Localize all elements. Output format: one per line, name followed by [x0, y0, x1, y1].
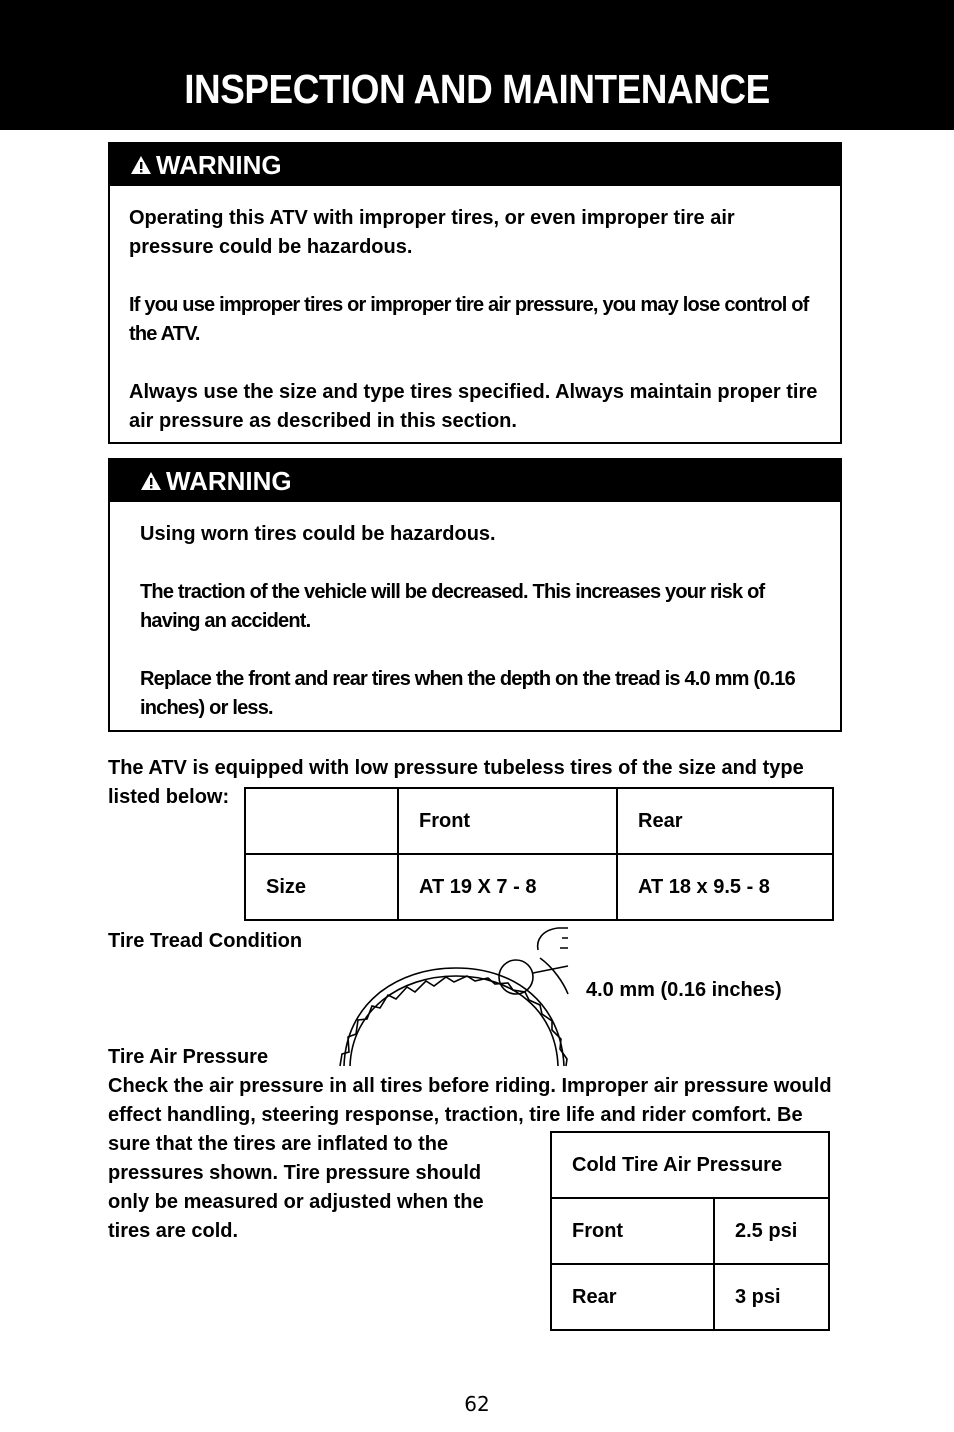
tread-depth-label: 4.0 mm (0.16 inches) [586, 979, 782, 1001]
tire-intro-text: The ATV is equipped with low pressure tubeless tires of the size and type listed below: [108, 757, 804, 808]
table-header-row [245, 788, 833, 854]
warning-paragraph: Replace the front and rear tires when the depth on the tread is 4.0 mm (0.16 inches) or less. [140, 668, 795, 719]
warning-body [110, 502, 840, 723]
table-cell: AT 18 x 9.5 - 8 [617, 854, 833, 920]
warning-header [110, 144, 840, 186]
warning-label: WARNING [156, 150, 282, 180]
warning-paragraph: The traction of the vehicle will be decreased. This increases your risk of having an accident. [140, 581, 765, 632]
table-row [551, 1198, 829, 1264]
pressure-text-narrow: sure that the tires are inflated to the pressures shown. Tire pressure should only be measured or adjusted when the tires are cold. [108, 1133, 484, 1242]
table-cell: AT 19 X 7 - 8 [398, 854, 617, 920]
table-header-cell [245, 788, 398, 854]
warning-box-worn-tires [108, 458, 842, 732]
table-cell: 2.5 psi [714, 1198, 829, 1264]
pressure-heading: Tire Air Pressure [108, 1046, 269, 1068]
table-cell: 3 psi [714, 1264, 829, 1330]
warning-triangle-icon [140, 471, 162, 491]
table-cell: Rear [551, 1264, 714, 1330]
table-title-cell: Cold Tire Air Pressure [551, 1132, 829, 1198]
table-header-cell: Rear [617, 788, 833, 854]
warning-paragraph: If you use improper tires or improper tire air pressure, you may lose control of the ATV. [129, 294, 809, 345]
page-title: INSPECTION AND MAINTENANCE [184, 66, 770, 112]
warning-box-improper-tires [108, 142, 842, 444]
table-cell: Size [245, 854, 398, 920]
warning-paragraph: Always use the size and type tires specified. Always maintain proper tire air pressure as described in this section. [129, 381, 818, 432]
page-number: 62 [464, 1392, 490, 1416]
table-header-cell: Front [398, 788, 617, 854]
tire-tread-illustration [336, 924, 576, 1068]
table-row [245, 854, 833, 920]
cold-tire-pressure-table [550, 1131, 830, 1331]
warning-header [110, 460, 840, 502]
page-header [0, 0, 954, 130]
tire-size-table [244, 787, 834, 921]
pressure-text-wide: Check the air pressure in all tires before riding. Improper air pressure would effect handling, steering response, traction, tire life and rider comfort. Be [108, 1075, 832, 1126]
warning-body [110, 186, 840, 436]
table-row [551, 1264, 829, 1330]
warning-triangle-icon [130, 155, 152, 175]
warning-label: WARNING [166, 466, 292, 496]
table-cell: Front [551, 1198, 714, 1264]
table-header-row [551, 1132, 829, 1198]
tread-heading: Tire Tread Condition [108, 930, 303, 952]
warning-paragraph: Operating this ATV with improper tires, or even improper tire air pressure could be hazardous. [129, 207, 735, 258]
warning-paragraph: Using worn tires could be hazardous. [140, 523, 496, 545]
